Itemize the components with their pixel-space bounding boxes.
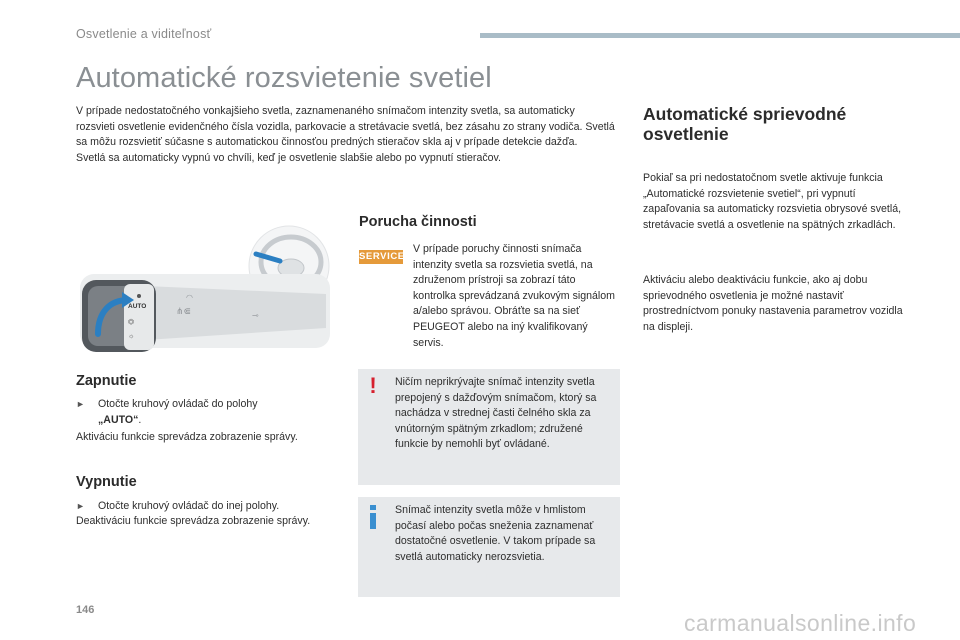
light-switch-stalk	[80, 274, 330, 352]
info-box	[358, 497, 620, 597]
intro-paragraph-1: V prípade nedostatočného vonkajšieho svetla, zaznamenaného snímačom intenzity svetla, sa automaticky rozsvieti osvetlenie evidenčného čísla vozidla, parkovacie a stretávacie svetlá, bez zásahu zo strany vodiča. Svetlá sa môžu rozsvietiť súčasne s automatickou činnosťou predných stieračov skla aj v prípade detekcie dažďa.	[76, 105, 615, 149]
auto-position-label: AUTO	[128, 303, 147, 310]
page-title: Automatické rozsvietenie svetiel	[76, 62, 492, 94]
header-accent-bar	[480, 33, 960, 38]
sprievodne-paragraph-2: Aktiváciu alebo deaktiváciu funkcie, ako aj dobu sprievodného osvetlenia je možné nastaviť prostredníctvom ponuky nastavenia parametrov vozidla na displeji.	[643, 274, 903, 333]
section-heading-zapnutie: Zapnutie	[76, 373, 137, 389]
zapnutie-note: Aktiváciu funkcie sprevádza zobrazenie správy.	[76, 431, 298, 443]
warning-exclamation-icon: !	[369, 373, 377, 398]
section-title: Osvetlenie a viditeľnosť	[76, 27, 212, 41]
warning-box	[358, 369, 620, 485]
warning-text: Ničím neprikrývajte snímač intenzity svetla prepojený s dažďovým snímačom, ktorý sa nachádza v strednej časti čelného skla za vnútorným spätným zrkadlom; združené funkcie by nemohli byť ovládané.	[395, 376, 597, 451]
section-heading-vypnutie: Vypnutie	[76, 474, 137, 490]
zapnutie-period: .	[138, 413, 142, 426]
service-warning-icon: SERVICE	[359, 251, 405, 262]
page-number: 146	[76, 604, 95, 616]
svg-text:⋔⋐: ⋔⋐	[176, 306, 192, 316]
bullet-arrow-icon: ►	[76, 501, 85, 511]
svg-text:⊸: ⊸	[252, 311, 259, 320]
intro-text	[76, 104, 616, 166]
watermark: carmanualsonline.info	[684, 610, 917, 636]
svg-text:☼: ☼	[128, 333, 135, 340]
section-heading-sprievodne-osvetlenie: Automatické sprievodné osvetlenie	[643, 104, 847, 144]
info-icon	[368, 505, 378, 527]
light-stalk-illustration	[76, 224, 338, 364]
zapnutie-instruction	[76, 397, 338, 428]
info-text: Snímač intenzity svetla môže v hmlistom počasí alebo počas sneženia zaznamenať dostatočné osvetlenie. V takom prípade sa svetlá automaticky nerozsvietia.	[395, 504, 596, 563]
section-heading-porucha: Porucha činnosti	[359, 214, 477, 230]
sprievodne-paragraph-1: Pokiaľ sa pri nedostatočnom svetle aktivuje funkcia „Automatické rozsvietenie svetiel“, pri vypnutí zapaľovania sa automaticky rozsvietia obrysové svetlá, stretávacie svetlá a osvetlenie na spätných zrkadlách.	[643, 172, 902, 231]
intro-paragraph-2: Svetlá sa automaticky vypnú vo chvíli, keď je osvetlenie slabšie alebo po vypnutí stieračov.	[76, 151, 501, 164]
svg-text:⏣: ⏣	[128, 319, 135, 326]
zapnutie-auto-label: „AUTO“	[98, 413, 139, 426]
svg-text:◠: ◠	[186, 293, 193, 302]
vypnutie-instruction	[76, 499, 338, 515]
bullet-arrow-icon: ►	[76, 399, 85, 409]
vypnutie-instruction-text: Otočte kruhový ovládač do inej polohy.	[98, 500, 280, 512]
zapnutie-instruction-text: Otočte kruhový ovládač do polohy	[98, 398, 258, 410]
light-stalk-drawing	[76, 224, 338, 364]
vypnutie-note: Deaktiváciu funkcie sprevádza zobrazenie správy.	[76, 515, 311, 527]
porucha-text: V prípade poruchy činnosti snímača intenzity svetla sa rozsvietia svetlá, na združenom prístroji sa zobrazí táto kontrolka sprevádzaná zvukovým signálom a/alebo správou. Obráťte sa na sieť PEUGEOT alebo na iný kvalifikovaný servis.	[413, 243, 615, 349]
